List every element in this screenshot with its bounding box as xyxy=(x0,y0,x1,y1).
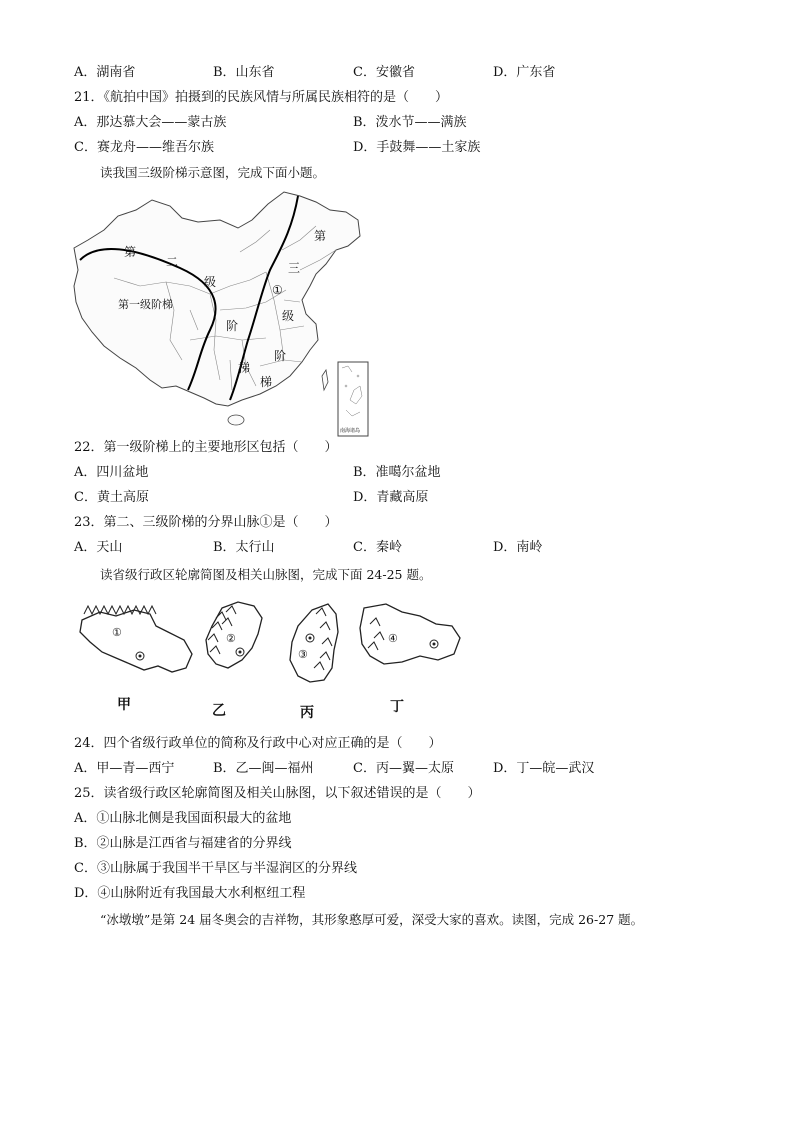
map-intro: 读我国三级阶梯示意图，完成下面小题。 xyxy=(100,165,326,180)
label-yi: 乙 xyxy=(212,703,226,719)
q25-option-c[interactable]: C．③山脉属于我国半干旱区与半湿润区的分界线 xyxy=(74,861,357,876)
province-yi xyxy=(206,602,262,668)
label-m2: ② xyxy=(226,632,236,645)
province-outlines-figure xyxy=(76,598,476,723)
label-ding: 丁 xyxy=(390,699,404,715)
question-21-stem: 21．《航拍中国》拍摄到的民族风情与所属民族相符的是（ ） xyxy=(74,90,449,105)
question-22-stem: 22．第一级阶梯上的主要地形区包括（ ） xyxy=(74,440,338,455)
q21-option-c[interactable]: C．赛龙舟——维吾尔族 xyxy=(74,140,214,155)
option-b[interactable]: B．山东省 xyxy=(213,65,275,80)
south-china-sea-inset xyxy=(338,362,368,436)
q24-option-c[interactable]: C．丙—翼—太原 xyxy=(353,761,454,776)
q24-option-b[interactable]: B．乙—闽—福州 xyxy=(213,761,314,776)
q23-option-a[interactable]: A．天山 xyxy=(74,540,123,555)
label-ti-1: 梯 xyxy=(238,361,251,375)
label-ti-2: 梯 xyxy=(260,375,273,389)
label-first-step: 第一级阶梯 xyxy=(118,298,173,311)
label-jia: 甲 xyxy=(117,697,131,713)
label-circle-1: ① xyxy=(272,283,283,297)
option-a[interactable]: A．湖南省 xyxy=(74,65,136,80)
hainan-island xyxy=(228,415,244,425)
q22-option-d[interactable]: D．青藏高原 xyxy=(353,490,429,505)
option-c[interactable]: C．安徽省 xyxy=(353,65,415,80)
option-d[interactable]: D．广东省 xyxy=(493,65,556,80)
q25-option-a[interactable]: A．①山脉北侧是我国面积最大的盆地 xyxy=(74,811,292,826)
q25-option-d[interactable]: D．④山脉附近有我国最大水利枢纽工程 xyxy=(74,886,306,901)
label-jie-2: 阶 xyxy=(274,349,287,363)
province-intro: 读省级行政区轮廓简图及相关山脉图，完成下面 24-25 题。 xyxy=(100,567,432,582)
label-ji-2: 级 xyxy=(282,309,295,323)
label-inset: 南海诸岛 xyxy=(340,428,361,434)
label-m3: ③ xyxy=(298,648,308,661)
q21-option-a[interactable]: A．那达慕大会——蒙古族 xyxy=(74,115,227,130)
three-step-map xyxy=(70,190,370,440)
label-ji-1: 级 xyxy=(204,275,217,289)
q23-option-b[interactable]: B．太行山 xyxy=(213,540,275,555)
china-map-figure xyxy=(70,190,370,440)
q25-option-b[interactable]: B．②山脉是江西省与福建省的分界线 xyxy=(74,836,292,851)
q22-option-b[interactable]: B．准噶尔盆地 xyxy=(353,465,441,480)
label-di-2: 第 xyxy=(314,229,327,243)
q23-option-d[interactable]: D．南岭 xyxy=(493,540,543,555)
label-m4: ④ xyxy=(388,632,398,645)
label-bing: 丙 xyxy=(300,705,314,721)
province-bing xyxy=(290,604,338,682)
q24-option-d[interactable]: D．丁—皖—武汉 xyxy=(493,761,595,776)
q21-option-b[interactable]: B．泼水节——满族 xyxy=(353,115,467,130)
question-24-stem: 24．四个省级行政单位的简称及行政中心对应正确的是（ ） xyxy=(74,736,442,751)
q23-option-c[interactable]: C．秦岭 xyxy=(353,540,402,555)
label-er: 二 xyxy=(166,255,179,269)
label-di-1: 第 xyxy=(124,245,137,259)
question-23-stem: 23．第二、三级阶梯的分界山脉①是（ ） xyxy=(74,515,338,530)
province-ding xyxy=(360,604,460,664)
label-m1: ① xyxy=(112,626,122,639)
taiwan-island xyxy=(322,370,328,390)
china-outline xyxy=(74,192,360,406)
label-san: 三 xyxy=(288,261,301,275)
q22-option-a[interactable]: A．四川盆地 xyxy=(74,465,149,480)
q24-option-a[interactable]: A．甲—青—西宁 xyxy=(74,761,175,776)
province-jia xyxy=(80,606,192,672)
q21-option-d[interactable]: D．手鼓舞——土家族 xyxy=(353,140,481,155)
label-jie-1: 阶 xyxy=(226,319,239,333)
bingdundun-intro: “冰墩墩”是第 24 届冬奥会的吉祥物，其形象憨厚可爱，深受大家的喜欢。读图，完成 26-27 题。 xyxy=(100,912,644,927)
question-25-stem: 25．读省级行政区轮廓简图及相关山脉图，以下叙述错误的是（ ） xyxy=(74,786,481,801)
q22-option-c[interactable]: C．黄土高原 xyxy=(74,490,149,505)
